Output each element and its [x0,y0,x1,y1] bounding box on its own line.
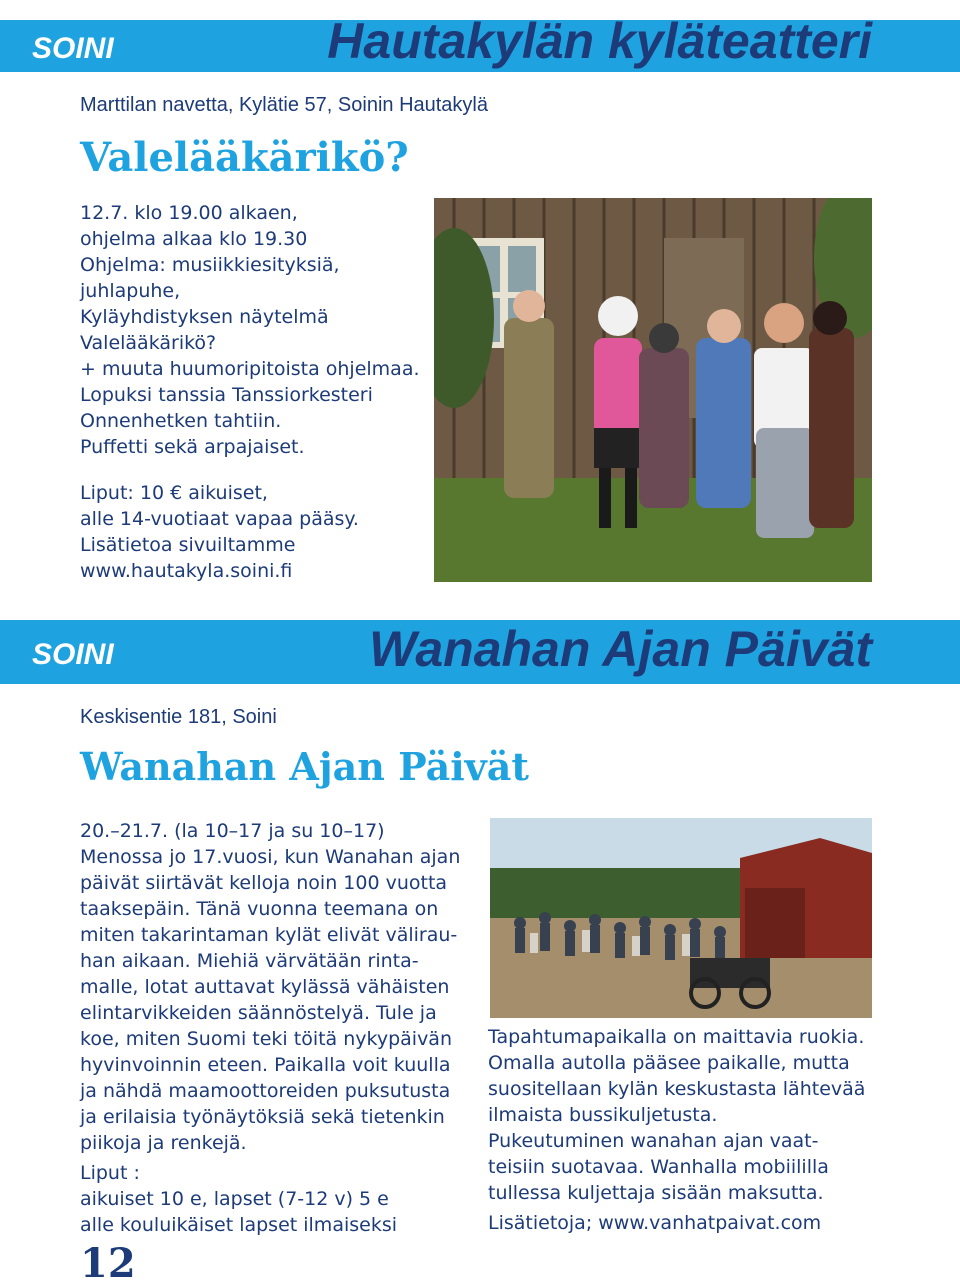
body-line: koe, miten Suomi teki töitä nykypäivän [80,1028,452,1050]
ticket-info-2 [80,1160,397,1238]
ticket-line: aikuiset 10 e, lapset (7-12 v) 5 e [80,1188,389,1210]
theatre-cast-photo [434,198,872,582]
body-line: piikoja ja renkejä. [80,1132,247,1154]
side-text [488,1024,865,1206]
body-line: miten takarintaman kylät elivät välirau- [80,924,458,946]
website-link[interactable]: www.hautakyla.soini.fi [80,560,293,582]
body-line: ja erilaisia työnäytöksiä sekä tietenkin [80,1106,445,1128]
theatre-cast-illustration [434,198,872,582]
body-line: ja nähdä maamoottoreiden puksutusta [80,1080,451,1102]
detail-line: Puffetti sekä arpajaiset. [80,436,305,458]
band-town-1: SOINI [32,32,114,65]
body-line: 20.–21.7. (la 10–17 ja su 10–17) [80,820,385,842]
side-line: ilmaista bussikuljetusta. [488,1104,718,1126]
page-number: 12 [80,1240,136,1287]
body-line: päivät siirtävät kelloja noin 100 vuotta [80,872,448,894]
body-line: Menossa jo 17.vuosi, kun Wanahan ajan [80,846,461,868]
side-line: Pukeutuminen wanahan ajan vaat- [488,1130,819,1152]
venue-address-2: Keskisentie 181, Soini [80,706,277,728]
ticket-line: Liput: 10 € aikuiset, [80,482,268,504]
event-crowd-illustration [490,818,872,1018]
side-line: Tapahtumapaikalla on maittavia ruokia. [488,1026,865,1048]
detail-line: juhlapuhe, [80,280,181,302]
detail-line: Valelääkärikö? [80,332,217,354]
band-title-1: Hautakylän kyläteatteri [327,13,872,69]
detail-line: Onnenhetken tahtiin. [80,410,282,432]
detail-line: Ohjelma: musiikkiesityksiä, [80,254,340,276]
band-title-2: Wanahan Ajan Päivät [369,621,872,677]
body-line: hyvinvoinnin eteen. Paikalla voit kuulla [80,1054,451,1076]
side-line: Omalla autolla pääsee paikalle, mutta [488,1052,850,1074]
detail-line: Kyläyhdistyksen näytelmä [80,306,329,328]
detail-line: 12.7. klo 19.00 alkaen, [80,202,298,224]
ticket-line: alle kouluikäiset lapset ilmaiseksi [80,1214,398,1236]
body-line: han aikaan. Miehiä värvätään rinta- [80,950,419,972]
event-title-2: Wanahan Ajan Päivät [80,744,529,789]
ticket-line: Lisätietoa sivuiltamme [80,534,296,556]
ticket-line: Liput : [80,1162,140,1184]
venue-address-1: Marttilan navetta, Kylätie 57, Soinin Hautakylä [80,94,488,116]
detail-line: Lopuksi tanssia Tanssiorkesteri [80,384,373,406]
more-info-link[interactable]: Lisätietoja; www.vanhatpaivat.com [488,1212,822,1234]
event-title-1: Valelääkärikö? [80,134,409,181]
side-line: teisiin suotavaa. Wanhalla mobiililla [488,1156,829,1178]
body-line: taaksepäin. Tänä vuonna teemana on [80,898,439,920]
ticket-info-1 [80,480,359,584]
event-body-2 [80,818,460,1156]
ticket-line: alle 14-vuotiaat vapaa pääsy. [80,508,359,530]
side-line: suositellaan kylän keskustasta lähtevää [488,1078,866,1100]
event-crowd-photo [490,818,872,1018]
body-line: elintarvikkeiden säännöstelyä. Tule ja [80,1002,437,1024]
event-details-1 [80,200,420,460]
band-town-2: SOINI [32,638,114,671]
detail-line: ohjelma alkaa klo 19.30 [80,228,308,250]
detail-line: + muuta huumoripitoista ohjelmaa. [80,358,420,380]
side-line: tullessa kuljettaja sisään maksutta. [488,1182,824,1204]
body-line: malle, lotat auttavat kylässä vähäisten [80,976,450,998]
